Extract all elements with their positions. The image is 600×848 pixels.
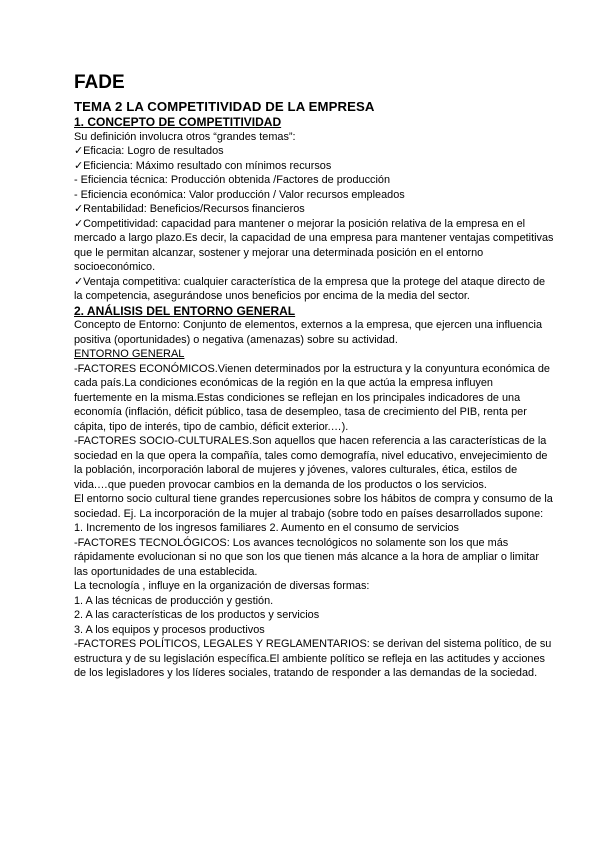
list-item-caracteristicas-productos: 2. A las características de los productos y servicios bbox=[74, 609, 320, 621]
paragraph-factores-tecnologicos: -FACTORES TECNOLÓGICOS: Los avances tecnológicos no solamente son los que más rápidamente evolucionan si no que son los que tienen más alcance a la hora de ampliar o limitar las oportunidades de una establecida. bbox=[74, 536, 539, 578]
list-item-competitividad: ✓ Competitividad: capacidad para mantener o mejorar la posición relativa de la empresa en el mercado a largo plazo.Es decir, la capacidad de una empresa para mantener ventajas competitivas que le permitan alcanzar, sostener y mejorar una determinada posición en el entorno socioeconómico. bbox=[74, 217, 554, 275]
checkmark-icon bbox=[74, 218, 83, 230]
paragraph-factores-politicos: -FACTORES POLÍTICOS, LEGALES Y REGLAMENTARIOS: se derivan del sistema político, de su estructura y de su legislación específica.El ambiente político se refleja en las actitudes y acciones de los legisladores y los líderes sociales, tratando de responder a las demandas de la sociedad. bbox=[74, 638, 552, 679]
list-item-eficacia: ✓ Eficacia: Logro de resultados bbox=[74, 144, 554, 159]
list-item-equipos-procesos: 3. A los equipos y procesos productivos bbox=[74, 623, 265, 636]
section-1-intro: Su definición involucra otros “grandes temas”: bbox=[74, 130, 296, 143]
list-item-rentabilidad: ✓ Rentabilidad: Beneficios/Recursos financieros bbox=[74, 202, 554, 217]
list-item-eficiencia-tecnica: - Eficiencia técnica: Producción obtenida /Factores de producción bbox=[74, 174, 391, 186]
paragraph-factores-socio-culturales: -FACTORES SOCIO-CULTURALES.Son aquellos que hacen referencia a las características de la sociedad en la que opera la compañía, tales como demografía, nivel educativo, envejecimiento de la población, incorporación laboral de mujeres y jóvenes, valores culturales, ética, estilos de vida.…que pueden provocar cambios en la demanda de los productos o los servicios. bbox=[74, 435, 548, 491]
paragraph-tecnologia-influye: La tecnología , influye en la organización de diversas formas: bbox=[74, 580, 370, 592]
section-2-heading: 2. ANÁLISIS DEL ENTORNO GENERAL bbox=[74, 303, 296, 318]
section-1-heading: 1. CONCEPTO DE COMPETITIVIDAD bbox=[74, 115, 282, 129]
checkmark-icon bbox=[74, 203, 83, 215]
document-title: FADE bbox=[74, 72, 125, 93]
paragraph-factores-economicos: -FACTORES ECONÓMICOS.Vienen determinados por la estructura y la conyuntura económica de cada país.La condiciones económicas de la región en la que actúa la empresa influyen fuertemente en la misma.Estas condiciones se reflejan en los principales indicadores de una economía (inflación, déficit público, tasa de desempleo, tasa de crecimiento del PIB, renta per cápita, tipo de interés, tipo de cambio, déficit exterior.…). bbox=[74, 362, 550, 433]
paragraph-entorno-socio-cultural: El entorno socio cultural tiene grandes repercusiones sobre los hábitos de compra y consumo de la sociedad. Ej. La incorporación de la mujer al trabajo (sobre todo en países desarrollados supone: bbox=[74, 493, 553, 520]
checkmark-icon bbox=[74, 145, 83, 157]
list-item-eficiencia-economica: - Eficiencia económica: Valor producción / Valor recursos empleados bbox=[74, 188, 405, 201]
checkmark-icon bbox=[74, 276, 83, 288]
document-content bbox=[74, 72, 554, 681]
entorno-concept: Concepto de Entorno: Conjunto de elementos, externos a la empresa, que ejercen una influencia positiva (oportunidades) o negativa (amenazas) sobre su actividad. bbox=[74, 319, 542, 346]
list-item-eficiencia: ✓ Eficiencia: Máximo resultado con mínimos recursos bbox=[74, 159, 554, 174]
paragraph-incremento-ingresos: 1. Incremento de los ingresos familiares 2. Aumento en el consumo de servicios bbox=[74, 522, 459, 534]
list-item-tecnicas-produccion: 1. A las técnicas de producción y gestión. bbox=[74, 594, 274, 607]
checkmark-icon bbox=[74, 160, 83, 172]
list-item-ventaja-competitiva: ✓ Ventaja competitiva: cualquier característica de la empresa que la protege del ataque directo de la competencia, asegurándose unos beneficios por encima de la media del sector. bbox=[74, 275, 554, 304]
entorno-general-subheading: ENTORNO GENERAL bbox=[74, 348, 185, 360]
tema-title: TEMA 2 LA COMPETITIVIDAD DE LA EMPRESA bbox=[74, 99, 375, 114]
